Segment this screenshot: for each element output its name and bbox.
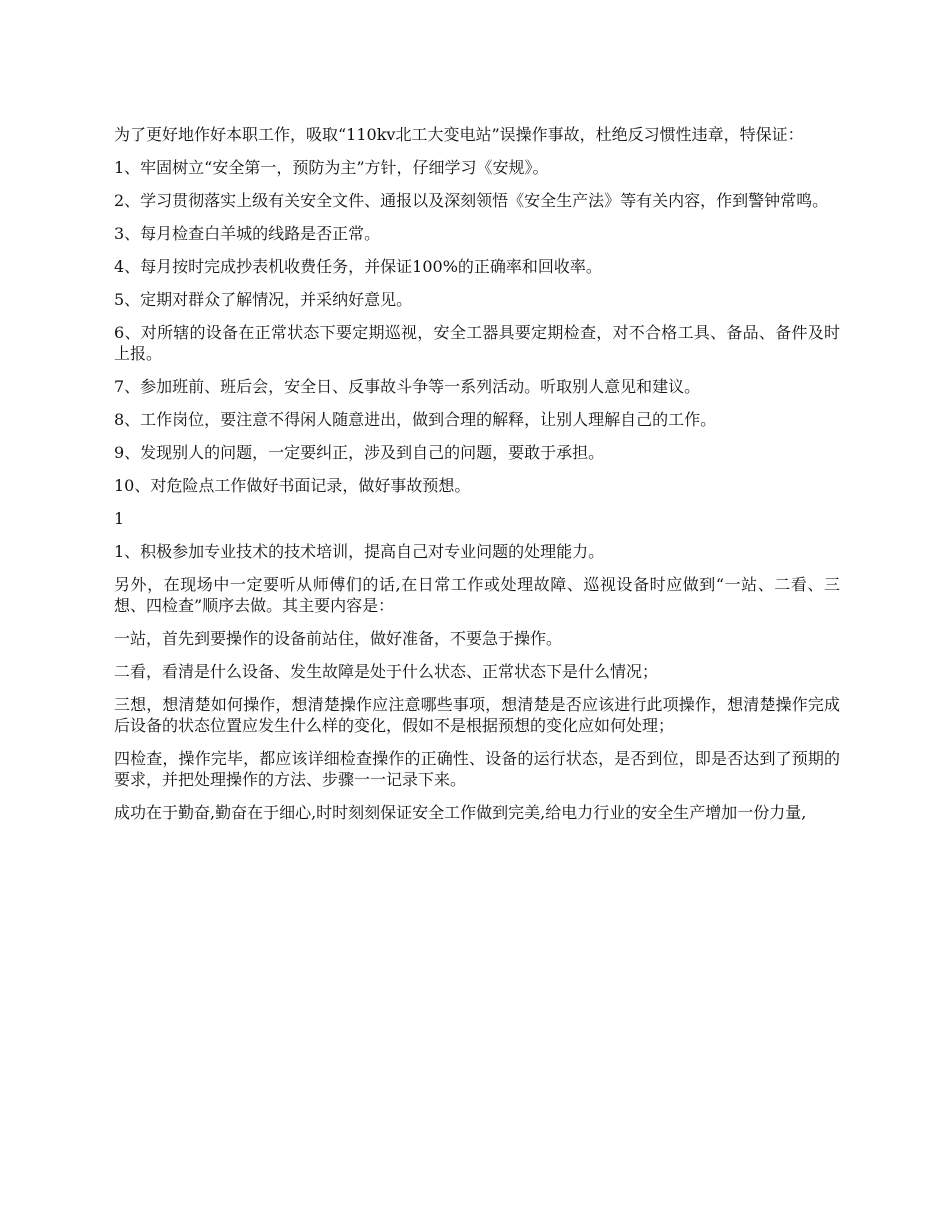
closing-paragraph: 成功在于勤奋,勤奋在于细心,时时刻刻保证安全工作做到完美,给电力行业的安全生产增加一份力量, <box>114 803 807 822</box>
pledge-item-7: 7、参加班前、班后会，安全日、反事故斗争等一系列活动。听取别人意见和建议。 <box>114 377 701 396</box>
pledge-item-6: 6、对所辖的设备在正常状态下要定期巡视，安全工器具要定期检查，对不合格工具、备品、备件及时上报。 <box>114 323 840 363</box>
procedure-step-look: 二看，看清是什么设备、发生故障是处于什么状态、正常状态下是什么情况； <box>114 662 659 681</box>
document-body <box>114 124 840 835</box>
pledge-item-8: 8、工作岗位，要注意不得闲人随意进出，做到合理的解释，让别人理解自己的工作。 <box>114 410 717 429</box>
procedure-step-think: 三想，想清楚如何操作，想清楚操作应注意哪些事项，想清楚是否应该进行此项操作，想清楚操作完成后设备的状态位置应发生什么样的变化，假如不是根据预想的变化应如何处理； <box>114 695 840 735</box>
intro-paragraph: 为了更好地作好本职工作，吸取“110kv北工大变电站”误操作事故，杜绝反习惯性违章，特保证： <box>114 125 804 144</box>
pledge-item-9: 9、发现别人的问题，一定要纠正，涉及到自己的问题，要敢于承担。 <box>114 443 605 462</box>
pledge-item-2: 2、学习贯彻落实上级有关安全文件、通报以及深刻领悟《安全生产法》等有关内容，作到警钟常鸣。 <box>114 191 829 210</box>
training-item-1: 1、积极参加专业技术的技术培训，提高自己对专业问题的处理能力。 <box>114 542 605 561</box>
procedure-intro-paragraph: 另外，在现场中一定要听从师傅们的话,在日常工作或处理故障、巡视设备时应做到“一站、二看、三想、四检查”顺序去做。其主要内容是： <box>114 575 840 615</box>
pledge-item-1: 1、牢固树立“安全第一，预防为主”方针，仔细学习《安规》。 <box>114 158 549 177</box>
procedure-step-check: 四检查，操作完毕，都应该详细检查操作的正确性、设备的运行状态，是否到位，即是否达到了预期的要求，并把处理操作的方法、步骤一一记录下来。 <box>114 749 840 789</box>
pledge-item-3: 3、每月检查白羊城的线路是否正常。 <box>114 224 381 243</box>
pledge-item-5: 5、定期对群众了解情况，并采纳好意见。 <box>114 290 413 309</box>
procedure-step-stand: 一站，首先到要操作的设备前站住，做好准备，不要急于操作。 <box>114 629 563 648</box>
pledge-item-10: 10、对危险点工作做好书面记录，做好事故预想。 <box>114 476 471 495</box>
pledge-item-4: 4、每月按时完成抄表机收费任务，并保证100%的正确率和回收率。 <box>114 257 602 276</box>
page-number-marker: 1 <box>114 509 125 528</box>
